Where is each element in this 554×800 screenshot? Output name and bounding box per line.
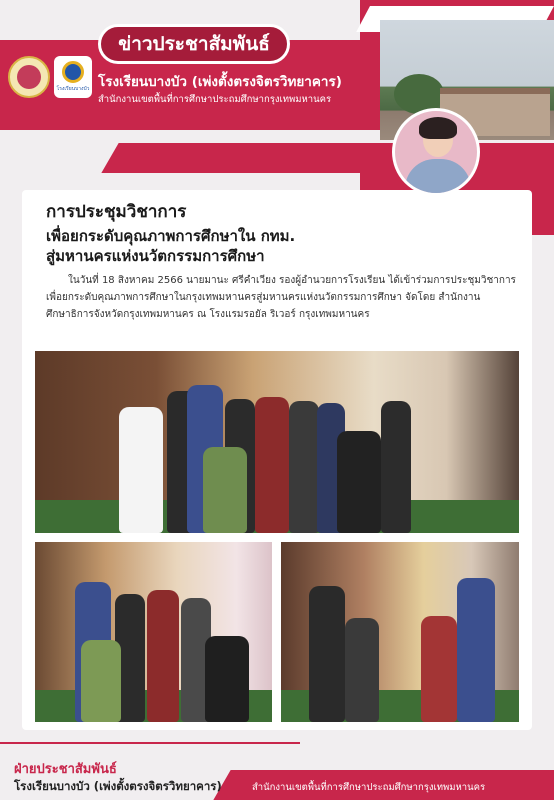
news-label: ข่าวประชาสัมพันธ์ (98, 24, 290, 64)
article-subtitle-1: เพื่อยกระดับคุณภาพการศึกษาใน กทม. (46, 227, 296, 245)
office-name: สำนักงานเขตพื้นที่การศึกษาประถมศึกษากรุงเทพมหานคร (98, 94, 332, 105)
article-body-text: ในวันที่ 18 สิงหาคม 2566 นายมานะ ศรีคำเวียง รองผู้อำนวยการโรงเรียน ได้เข้าร่วมการประชุมวิชาการ เพื่อยกระดับคุณภาพการศึกษาในกรุงเทพมหานครสู่มหานครแห่งนวัตกรรมการศึกษา จัดโดย สำนักงานศึกษาธิการจังหวัดกรุงเทพมหานคร ณ โรงแรมรอยัล ริเวอร์ กรุงเทพมหานคร (46, 275, 516, 320)
school-emblem-icon (8, 56, 50, 98)
footer-school: โรงเรียนบางบัว (เพ่งตั้งตรงจิตรวิทยาคาร) (14, 779, 222, 793)
school-name: โรงเรียนบางบัว (เพ่งตั้งตรงจิตรวิทยาคาร) (98, 74, 342, 90)
article-title: การประชุมวิชาการ (46, 202, 187, 222)
footer-divider (0, 742, 300, 744)
article-body (46, 272, 526, 323)
footer-office: สำนักงานเขตพื้นที่การศึกษาประถมศึกษากรุงเทพมหานคร (252, 782, 486, 793)
event-photo-left (35, 542, 272, 722)
school-logo-text: โรงเรียนบางบัว (56, 86, 90, 92)
event-photo-group (35, 351, 519, 533)
event-photo-right (281, 542, 519, 722)
director-name: นางสุนิพา ไชยหงษ์ (393, 207, 483, 220)
director-title: ผู้อำนวยการโรงเรียน (393, 222, 483, 233)
article-subtitle-2: สู่มหานครแห่งนวัตกรรมการศึกษา (46, 247, 265, 265)
school-logo-icon (54, 56, 92, 98)
director-portrait (392, 108, 480, 196)
footer-department: ฝ่ายประชาสัมพันธ์ (14, 762, 117, 777)
